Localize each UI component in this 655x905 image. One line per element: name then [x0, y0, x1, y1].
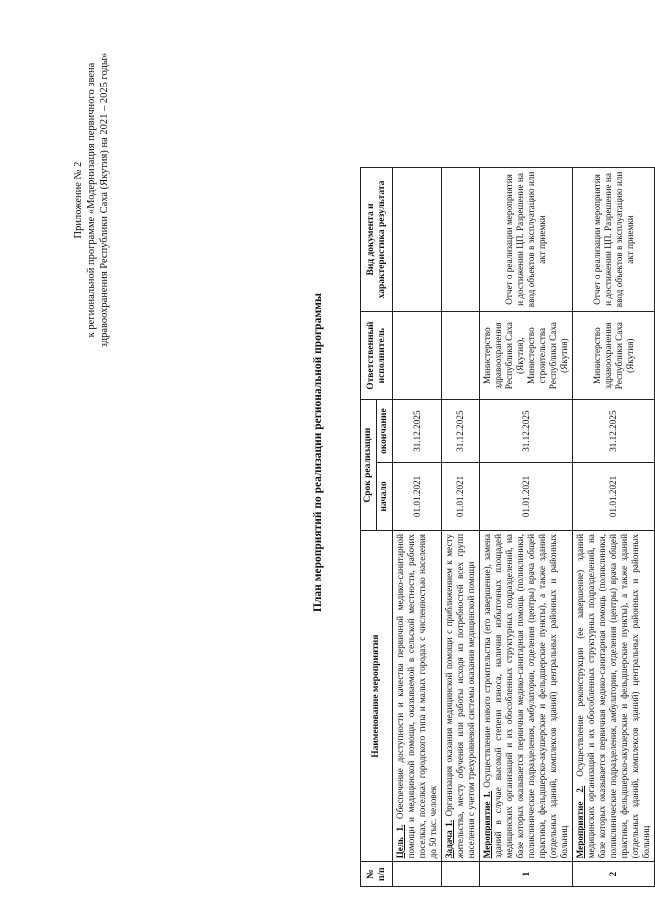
appendix-number: Приложение № 2 [73, 161, 84, 239]
row-doc [393, 168, 442, 312]
row-responsible: Министерство здравоохранения Республики Саха (Якутия) [573, 311, 655, 399]
table-row [393, 168, 442, 887]
row-lead: Мероприятие 2. [575, 785, 585, 859]
row-end: 31.12.2025 [480, 400, 573, 463]
row-name [393, 530, 442, 861]
row-doc: Отчет о реализации мероприятия и достижении ЦП. Разрешение на ввод объектов в эксплуатацию или акт приемки [480, 168, 573, 312]
header-period: Срок реализации [361, 400, 377, 531]
header-num: № п/п [361, 862, 393, 887]
row-text: Обеспечение доступности и качества первичной медико-санитарной помощи и медицинской помощи, оказываемой в сельской местности, рабочих поселках, поселках городского типа и малых городах с численностью населения до 50 тыс. человек [395, 533, 438, 859]
row-doc: Отчет о реализации мероприятия и достижении ЦП. Разрешение на ввод объектов в эксплуатацию или акт приемки [573, 168, 655, 312]
row-lead: Мероприятие 1. [482, 791, 492, 859]
header-name: Наименование мероприятия [361, 530, 393, 861]
row-doc [442, 168, 480, 312]
row-text: Осуществление реконструкции (ее завершение) зданий медицинских организаций и их обособленных структурных подразделений, на базе которых оказывается первичная медико-санитарная помощь (поликлиники, поликлинические подразделения, амбулатории, отделения (центры) врача общей практики, фельдшерско-акушерские и фельдшерские пункты), а также зданий (отдельных зданий, комплексов зданий) центральных районных и районных больниц [575, 533, 651, 859]
table-row [480, 168, 573, 887]
row-lead: Цель 1. [395, 824, 405, 859]
row-start: 01.01.2021 [393, 462, 442, 530]
appendix-reference: к региональной программе «Модернизация первичного звена здравоохранения Республики Саха (Якутия) на 2021 – 2025 годы» [86, 52, 110, 348]
row-num [393, 862, 442, 887]
row-text: Осуществление нового строительства (его завершение), замена зданий в случае высокой степени износа, наличия избыточных площадей медицинских организаций и их обособленных структурных подразделений, на базе которых оказывается первичная медико-санитарная помощь (поликлиники, поликлинические подразделения, амбулатории, отделения (центры) врача общей практики, фельдшерско-акушерские и фельдшерские пункты), а также зданий (отдельных зданий, комплексов зданий) центральных районных и районных больниц [482, 533, 569, 859]
table-row [442, 168, 480, 887]
row-responsible [442, 311, 480, 399]
row-lead: Задача 1. [444, 819, 454, 859]
plan-table [360, 167, 655, 887]
row-name [573, 530, 655, 861]
row-num [442, 862, 480, 887]
plan-title: План мероприятий по реализации региональной программы [312, 293, 324, 612]
row-start: 01.01.2021 [480, 462, 573, 530]
row-num: 2 [573, 862, 655, 887]
header-end: окончание [377, 400, 393, 463]
row-name [442, 530, 480, 861]
appendix-header [72, 35, 111, 365]
header-start: начало [377, 462, 393, 530]
table-header-row [361, 168, 377, 887]
row-name [480, 530, 573, 861]
header-doc: Вид документа и характеристика результата [361, 168, 393, 312]
header-responsible: Ответственный исполнитель [361, 311, 393, 399]
row-num: 1 [480, 862, 573, 887]
row-responsible: Министерство здравоохранения Республики Саха (Якутия), Министерство строительства Республики Саха (Якутия) [480, 311, 573, 399]
row-end: 31.12.2025 [442, 400, 480, 463]
row-responsible [393, 311, 442, 399]
row-start: 01.01.2021 [442, 462, 480, 530]
row-end: 31.12.2025 [573, 400, 655, 463]
table-row [573, 168, 655, 887]
row-end: 31.12.2025 [393, 400, 442, 463]
row-text: Организация оказания медицинской помощи с приближением к месту жительства, месту обучения или работы исходя из потребностей всех групп населения с учетом трехуровневой системы оказания медицинской помощи [444, 533, 476, 859]
row-start: 01.01.2021 [573, 462, 655, 530]
